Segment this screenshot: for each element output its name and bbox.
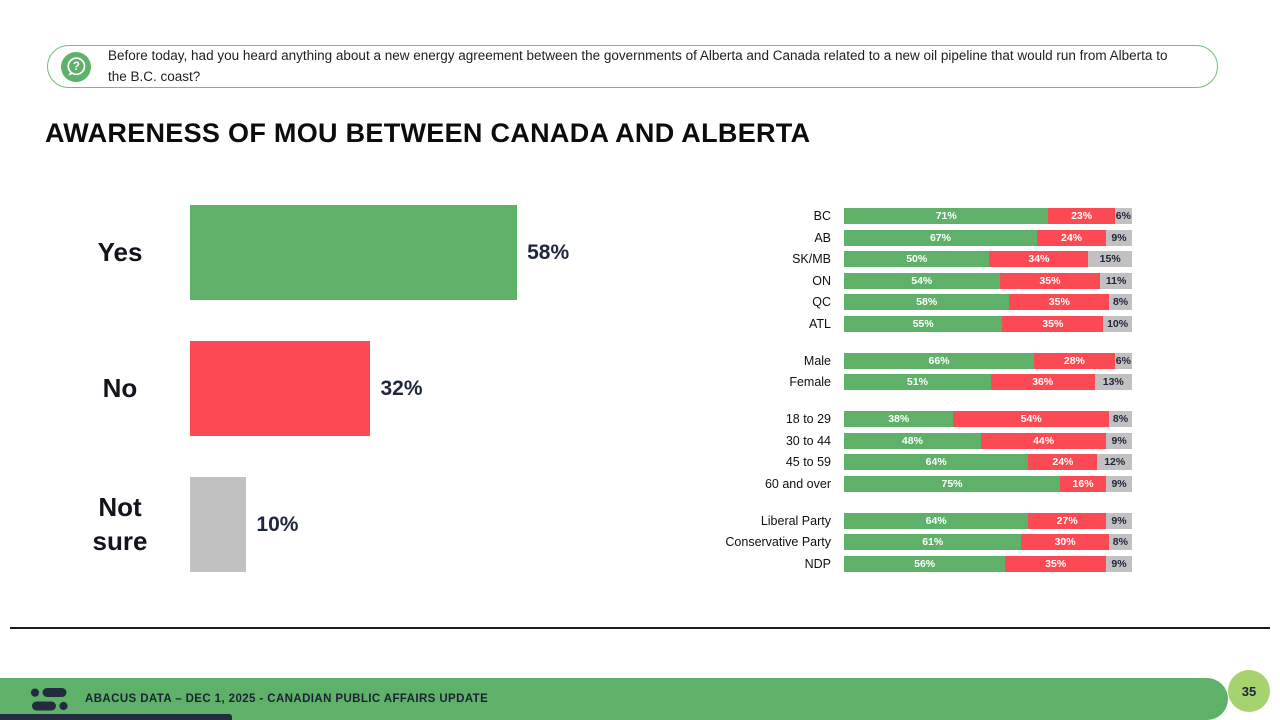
footer-divider-line (10, 627, 1270, 629)
segment-yes: 55% (844, 316, 1002, 332)
breakdown-row-label: Liberal Party (760, 513, 831, 528)
segment-not-sure: 8% (1109, 534, 1132, 550)
segment-not-sure: 13% (1095, 374, 1132, 390)
breakdown-row (700, 454, 1140, 470)
breakdown-row (700, 294, 1140, 310)
breakdown-stacked-bar (844, 273, 1132, 289)
breakdown-row (700, 273, 1140, 289)
segment-yes: 54% (844, 273, 1000, 289)
breakdown-stacked-bar (844, 433, 1132, 449)
segment-no: 30% (1021, 534, 1108, 550)
segment-yes: 50% (844, 251, 989, 267)
page-number: 35 (1241, 683, 1257, 699)
segment-not-sure: 8% (1109, 294, 1132, 310)
segment-yes: 38% (844, 411, 953, 427)
segment-no: 24% (1037, 230, 1106, 246)
breakdown-stacked-bar (844, 374, 1132, 390)
main-bar-value: 10% (256, 512, 299, 536)
breakdown-row (700, 513, 1140, 529)
breakdown-row (700, 556, 1140, 572)
main-bar-value: 58% (527, 240, 570, 264)
breakdown-row (700, 433, 1140, 449)
breakdown-stacked-bar (844, 534, 1132, 550)
segment-no: 34% (989, 251, 1088, 267)
segment-yes: 75% (844, 476, 1060, 492)
breakdown-row-label: QC (812, 295, 831, 309)
breakdown-stacked-bar (844, 513, 1132, 529)
segment-no: 44% (981, 433, 1106, 449)
demographic-breakdown-chart (700, 208, 1140, 577)
segment-not-sure: 15% (1088, 251, 1132, 267)
footer-caption: ABACUS DATA – DEC 1, 2025 - CANADIAN PUBLIC AFFAIRS UPDATE (85, 693, 489, 705)
segment-yes: 64% (844, 513, 1028, 529)
main-bar-value: 32% (380, 376, 423, 400)
breakdown-stacked-bar (844, 556, 1132, 572)
breakdown-row (700, 353, 1140, 369)
segment-yes: 64% (844, 454, 1028, 470)
breakdown-stacked-bar (844, 208, 1132, 224)
segment-no: 16% (1060, 476, 1106, 492)
segment-no: 28% (1034, 353, 1115, 369)
breakdown-row (700, 316, 1140, 332)
breakdown-row-label: Female (789, 375, 831, 389)
main-bar-label: Yes (97, 236, 143, 267)
breakdown-row-label: SK/MB (792, 252, 831, 266)
segment-no: 35% (1000, 273, 1101, 289)
breakdown-row-label: 18 to 29 (785, 412, 831, 426)
segment-yes: 66% (844, 353, 1034, 369)
breakdown-row-label: Conservative Party (725, 535, 831, 549)
segment-yes: 58% (844, 294, 1009, 310)
abacus-data-logo (30, 687, 70, 712)
segment-no: 36% (991, 374, 1095, 390)
breakdown-row (700, 230, 1140, 246)
segment-yes: 56% (844, 556, 1005, 572)
breakdown-row (700, 251, 1140, 267)
segment-not-sure: 8% (1109, 411, 1132, 427)
breakdown-group-age (700, 411, 1140, 492)
segment-not-sure: 9% (1106, 476, 1132, 492)
bottom-left-accent (0, 714, 232, 720)
breakdown-row-label: NDP (804, 556, 831, 571)
segment-no: 35% (1005, 556, 1106, 572)
segment-no: 35% (1002, 316, 1103, 332)
segment-not-sure: 12% (1097, 454, 1132, 470)
segment-no: 23% (1048, 208, 1114, 224)
breakdown-row-label: AB (814, 230, 831, 245)
breakdown-row (700, 374, 1140, 390)
breakdown-stacked-bar (844, 353, 1132, 369)
breakdown-row (700, 411, 1140, 427)
main-bar (190, 477, 246, 572)
segment-yes: 67% (844, 230, 1037, 246)
breakdown-row-label: 30 to 44 (785, 433, 831, 448)
main-bar (190, 205, 517, 300)
breakdown-row (700, 208, 1140, 224)
main-bar-row-no (50, 341, 650, 436)
breakdown-row (700, 534, 1140, 550)
breakdown-stacked-bar (844, 454, 1132, 470)
question-text: Before today, had you heard anything about a new energy agreement between the governments of Alberta and Canada related to a new oil pipeline that would run from Alberta to the B.C. coast? (108, 48, 1168, 84)
segment-not-sure: 9% (1106, 433, 1132, 449)
page-title: AWARENESS OF MOU BETWEEN CANADA AND ALBERTA (45, 118, 811, 148)
segment-no: 24% (1028, 454, 1097, 470)
breakdown-row-label: ATL (809, 316, 831, 331)
segment-not-sure: 10% (1103, 316, 1132, 332)
breakdown-stacked-bar (844, 230, 1132, 246)
breakdown-stacked-bar (844, 316, 1132, 332)
breakdown-stacked-bar (844, 476, 1132, 492)
breakdown-row-label: ON (812, 273, 831, 288)
main-bar (190, 341, 370, 436)
segment-not-sure: 9% (1106, 556, 1132, 572)
segment-yes: 71% (844, 208, 1048, 224)
breakdown-row-label: 60 and over (764, 476, 831, 491)
segment-no: 54% (953, 411, 1109, 427)
breakdown-row-label: Male (803, 353, 831, 368)
question-bubble-icon (61, 52, 91, 82)
breakdown-row-label: BC (813, 209, 831, 223)
main-bar-label: Not sure (92, 491, 148, 556)
breakdown-group-gender (700, 353, 1140, 391)
segment-not-sure: 9% (1106, 230, 1132, 246)
page-number-badge (1228, 670, 1270, 712)
question-box (47, 45, 1218, 88)
main-bar-label: No (102, 372, 138, 403)
segment-not-sure: 11% (1100, 273, 1132, 289)
main-answer-chart (50, 205, 650, 613)
segment-yes: 51% (844, 374, 991, 390)
breakdown-group-party (700, 513, 1140, 572)
segment-not-sure: 6% (1115, 210, 1131, 222)
breakdown-stacked-bar (844, 251, 1132, 267)
segment-not-sure: 6% (1115, 354, 1131, 367)
segment-no: 35% (1009, 294, 1109, 310)
segment-not-sure: 9% (1106, 513, 1132, 529)
breakdown-group-region (700, 208, 1140, 332)
segment-no: 27% (1028, 513, 1106, 529)
main-bar-row-yes (50, 205, 650, 300)
breakdown-stacked-bar (844, 294, 1132, 310)
breakdown-row-label: 45 to 59 (785, 455, 831, 469)
breakdown-stacked-bar (844, 411, 1132, 427)
svg-text:?: ? (72, 60, 80, 73)
segment-yes: 48% (844, 433, 981, 449)
breakdown-row (700, 476, 1140, 492)
main-bar-row-not-sure (50, 477, 650, 572)
segment-yes: 61% (844, 534, 1021, 550)
